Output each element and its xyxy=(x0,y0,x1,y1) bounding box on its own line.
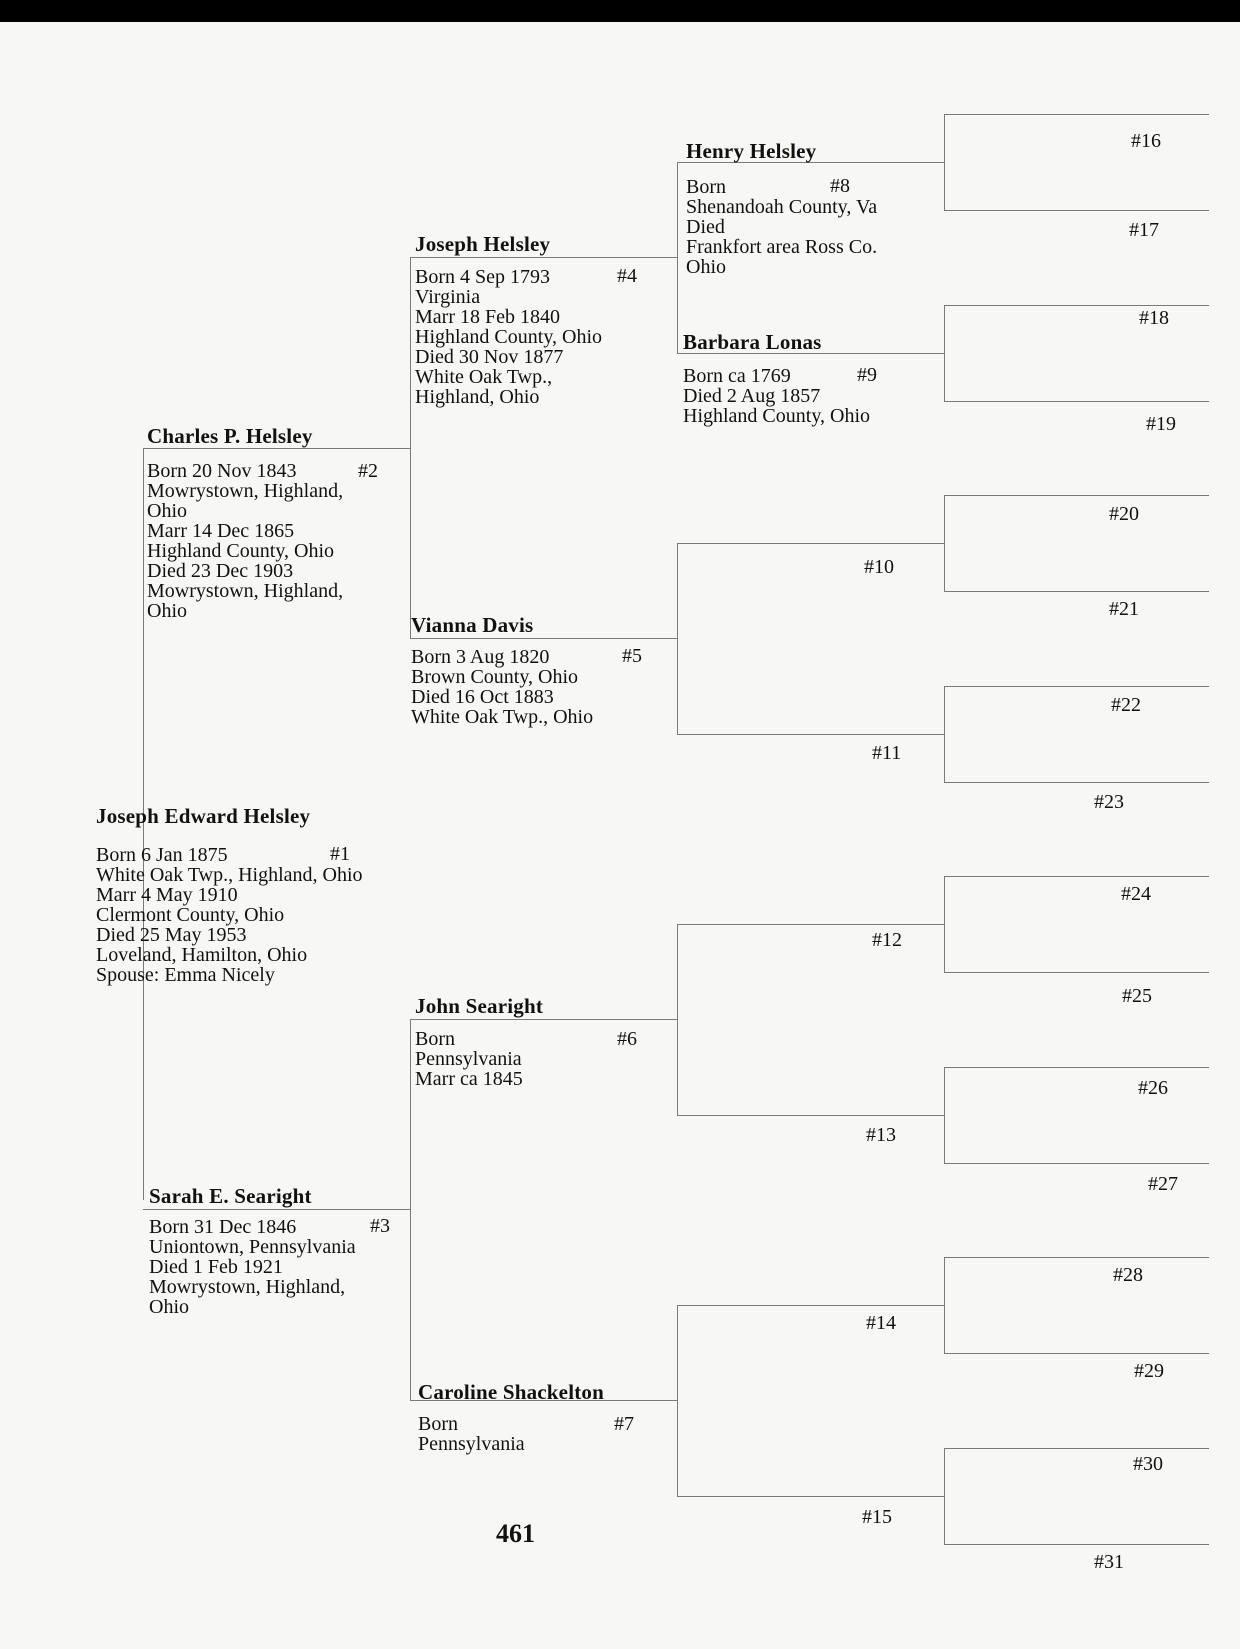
ancestor-17-number: #17 xyxy=(1129,219,1159,241)
line-p9-parents xyxy=(944,305,945,401)
person-7-details xyxy=(418,1414,525,1454)
person-4-line: White Oak Twp., xyxy=(415,366,553,388)
person-7-line: Born xyxy=(418,1413,458,1435)
line-p11 xyxy=(677,734,944,735)
line-p29 xyxy=(944,1353,1209,1354)
line-p5-parents xyxy=(677,543,678,734)
person-3-number: #3 xyxy=(370,1215,390,1237)
ancestor-28-number: #28 xyxy=(1113,1264,1143,1286)
person-2-line: Highland County, Ohio xyxy=(147,540,335,562)
line-p10-parents xyxy=(944,495,945,591)
person-1-line: Loveland, Hamilton, Ohio xyxy=(96,944,308,966)
person-3-line: Born 31 Dec 1846 xyxy=(149,1216,297,1238)
line-p2 xyxy=(143,448,410,449)
ancestor-18-number: #18 xyxy=(1139,307,1169,329)
line-p30 xyxy=(944,1448,1209,1449)
person-9-line: Born ca 1769 xyxy=(683,365,791,387)
line-p23 xyxy=(944,782,1209,783)
line-p19 xyxy=(944,401,1209,402)
person-1-line: White Oak Twp., Highland, Ohio xyxy=(96,864,363,886)
line-p13-parents xyxy=(944,1067,945,1163)
person-4-line: Born 4 Sep 1793 xyxy=(415,266,550,288)
line-p3 xyxy=(143,1209,410,1210)
person-2-line: Ohio xyxy=(147,500,187,522)
person-4-line: Died 30 Nov 1877 xyxy=(415,346,564,368)
person-9-line: Highland County, Ohio xyxy=(683,405,871,427)
person-2-line: Mowrystown, Highland, xyxy=(147,480,344,502)
person-5-line: Born 3 Aug 1820 xyxy=(411,646,550,668)
person-6-line: Born xyxy=(415,1028,455,1050)
person-2-number: #2 xyxy=(358,460,378,482)
person-5-line: White Oak Twp., Ohio xyxy=(411,706,594,728)
line-p6 xyxy=(410,1019,677,1020)
line-p6-parents xyxy=(677,924,678,1115)
line-p12 xyxy=(677,924,944,925)
person-7-number: #7 xyxy=(614,1413,634,1435)
person-3-details xyxy=(149,1217,356,1317)
line-p15-parents xyxy=(944,1448,945,1544)
person-5-line: Brown County, Ohio xyxy=(411,666,579,688)
line-p12-parents xyxy=(944,876,945,972)
person-2-line: Born 20 Nov 1843 xyxy=(147,460,297,482)
person-2-line: Marr 14 Dec 1865 xyxy=(147,520,295,542)
person-1-line: Clermont County, Ohio xyxy=(96,904,285,926)
line-p26 xyxy=(944,1067,1209,1068)
person-5-name: Vianna Davis xyxy=(411,613,534,637)
line-p3-parents xyxy=(410,1019,411,1400)
person-2-line: Mowrystown, Highland, xyxy=(147,580,344,602)
person-8-line: Ohio xyxy=(686,256,726,278)
line-p20 xyxy=(944,495,1209,496)
line-p10 xyxy=(677,543,944,544)
ancestor-13-number: #13 xyxy=(866,1124,896,1146)
ancestor-16-number: #16 xyxy=(1131,130,1161,152)
line-p31 xyxy=(944,1544,1209,1545)
person-1-name: Joseph Edward Helsley xyxy=(96,804,311,828)
ancestor-21-number: #21 xyxy=(1109,598,1139,620)
ancestor-29-number: #29 xyxy=(1134,1360,1164,1382)
ancestor-27-number: #27 xyxy=(1148,1173,1178,1195)
line-p4 xyxy=(410,257,677,258)
line-p5 xyxy=(410,638,677,639)
person-1-line: Died 25 May 1953 xyxy=(96,924,247,946)
person-5-number: #5 xyxy=(622,645,642,667)
line-p28 xyxy=(944,1257,1209,1258)
person-9-details xyxy=(683,366,870,426)
person-8-line: Died xyxy=(686,216,725,238)
person-6-number: #6 xyxy=(617,1028,637,1050)
ancestor-30-number: #30 xyxy=(1133,1453,1163,1475)
person-2-line: Ohio xyxy=(147,600,187,622)
person-8-details xyxy=(686,177,877,277)
person-8-number: #8 xyxy=(830,175,850,197)
person-9-name: Barbara Lonas xyxy=(683,330,822,354)
person-3-name: Sarah E. Searight xyxy=(149,1184,312,1208)
line-p21 xyxy=(944,591,1209,592)
ancestor-25-number: #25 xyxy=(1122,985,1152,1007)
person-7-name: Caroline Shackelton xyxy=(418,1380,605,1404)
line-p14 xyxy=(677,1305,944,1306)
ancestor-19-number: #19 xyxy=(1146,413,1176,435)
person-6-name: John Searight xyxy=(415,994,544,1018)
page-number: 461 xyxy=(496,1519,535,1548)
ancestor-14-number: #14 xyxy=(866,1312,896,1334)
line-p18 xyxy=(944,305,1209,306)
line-p27 xyxy=(944,1163,1209,1164)
line-p13 xyxy=(677,1115,944,1116)
person-4-number: #4 xyxy=(617,265,637,287)
ancestor-26-number: #26 xyxy=(1138,1077,1168,1099)
line-p15 xyxy=(677,1496,944,1497)
person-8-line: Frankfort area Ross Co. xyxy=(686,236,878,258)
person-4-line: Virginia xyxy=(415,286,481,308)
ancestor-22-number: #22 xyxy=(1111,694,1141,716)
person-4-line: Highland County, Ohio xyxy=(415,326,603,348)
person-1-line: Spouse: Emma Nicely xyxy=(96,964,275,986)
person-1-number: #1 xyxy=(330,843,350,865)
person-9-line: Died 2 Aug 1857 xyxy=(683,385,821,407)
person-3-line: Died 1 Feb 1921 xyxy=(149,1256,283,1278)
person-3-line: Uniontown, Pennsylvania xyxy=(149,1236,356,1258)
person-4-line: Marr 18 Feb 1840 xyxy=(415,306,560,328)
line-p7-parents xyxy=(677,1305,678,1496)
person-3-line: Mowrystown, Highland, xyxy=(149,1276,346,1298)
person-9-number: #9 xyxy=(857,364,877,386)
line-p11-parents xyxy=(944,686,945,782)
person-4-name: Joseph Helsley xyxy=(415,232,551,256)
person-6-details xyxy=(415,1029,523,1089)
person-1-line: Marr 4 May 1910 xyxy=(96,884,238,906)
person-6-line: Marr ca 1845 xyxy=(415,1068,523,1090)
line-p8-parents xyxy=(944,114,945,210)
person-7-line: Pennsylvania xyxy=(418,1433,525,1455)
person-1-details xyxy=(96,845,363,985)
ancestor-15-number: #15 xyxy=(862,1506,892,1528)
person-2-details xyxy=(147,461,343,621)
line-p25 xyxy=(944,972,1209,973)
person-1-line: Born 6 Jan 1875 xyxy=(96,844,228,866)
ancestor-20-number: #20 xyxy=(1109,503,1139,525)
person-8-line: Born xyxy=(686,176,726,198)
line-p16 xyxy=(944,114,1209,115)
ancestor-12-number: #12 xyxy=(872,929,902,951)
line-p22 xyxy=(944,686,1209,687)
person-8-name: Henry Helsley xyxy=(686,139,817,163)
line-p24 xyxy=(944,876,1209,877)
ancestor-10-number: #10 xyxy=(864,556,894,578)
person-4-line: Highland, Ohio xyxy=(415,386,540,408)
person-8-line: Shenandoah County, Va xyxy=(686,196,878,218)
ancestor-23-number: #23 xyxy=(1094,791,1124,813)
ancestor-24-number: #24 xyxy=(1121,883,1151,905)
ancestor-31-number: #31 xyxy=(1094,1551,1124,1573)
person-3-line: Ohio xyxy=(149,1296,189,1318)
line-p4-parents xyxy=(677,162,678,353)
person-6-line: Pennsylvania xyxy=(415,1048,522,1070)
person-4-details xyxy=(415,267,602,407)
top-black-bar xyxy=(0,0,1240,22)
line-p2-parents xyxy=(410,257,411,638)
person-5-details xyxy=(411,647,593,727)
person-5-line: Died 16 Oct 1883 xyxy=(411,686,554,708)
ancestor-11-number: #11 xyxy=(872,742,902,764)
line-p17 xyxy=(944,210,1209,211)
person-2-line: Died 23 Dec 1903 xyxy=(147,560,294,582)
person-2-name: Charles P. Helsley xyxy=(147,424,313,448)
line-p14-parents xyxy=(944,1257,945,1353)
